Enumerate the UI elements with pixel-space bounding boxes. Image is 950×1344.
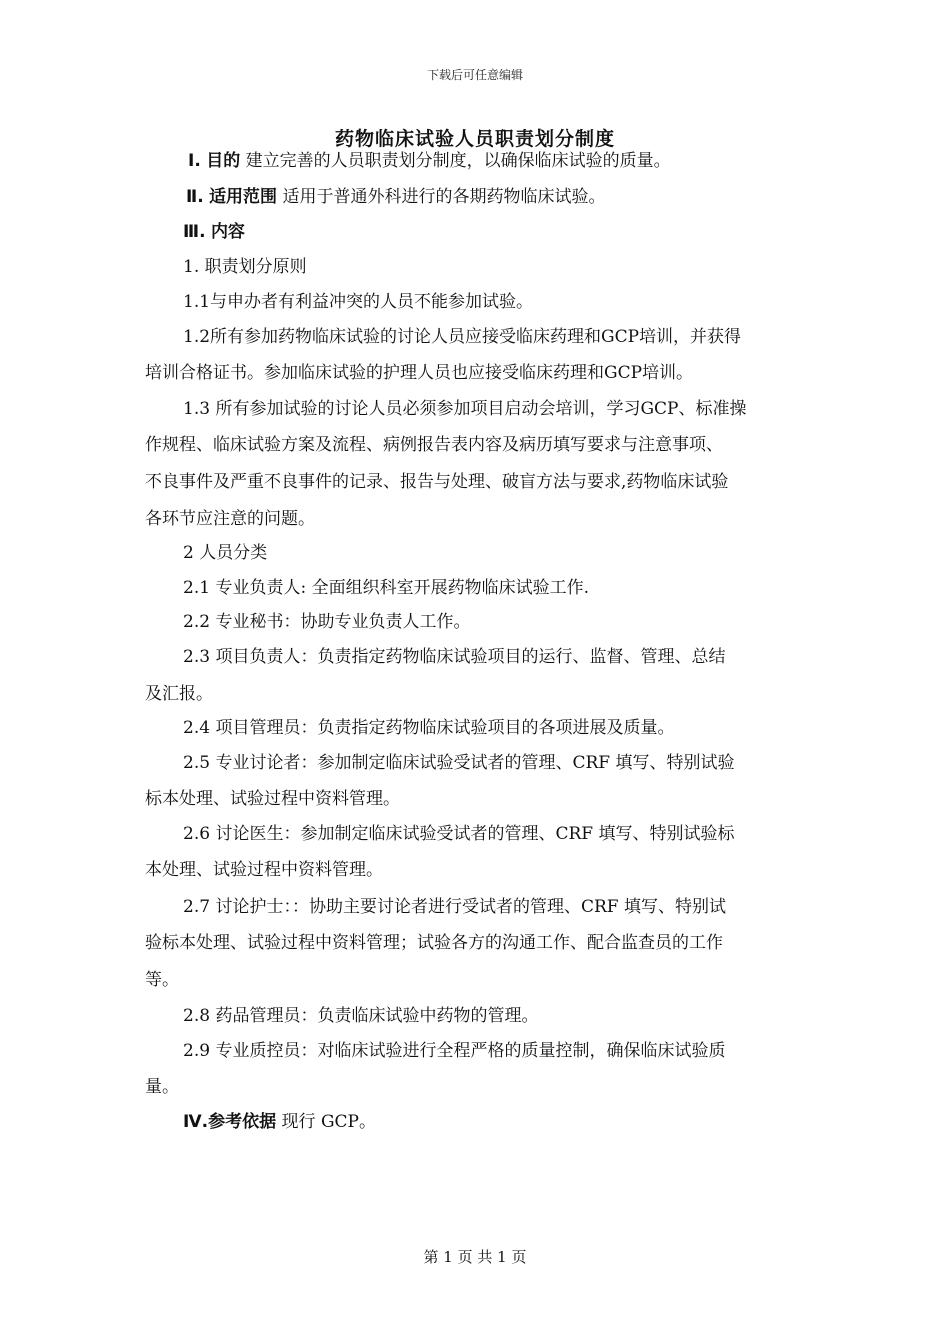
paragraph-line: 作规程、临床试验方案及流程、病例报告表内容及病历填写要求与注意事项、: [145, 435, 723, 455]
paragraph-line: 2 人员分类: [183, 543, 268, 563]
section-number: Ⅳ.: [183, 1112, 209, 1132]
paragraph-line: 2.9 专业质控员：对临床试验进行全程严格的质量控制，确保临床试验质: [183, 1041, 726, 1061]
paragraph-line: 1.3 所有参加试验的讨论人员必须参加项目启动会培训，学习GCP、标准操: [183, 399, 747, 419]
paragraph-line: 2.6 讨论医生：参加制定临床试验受试者的管理、CRF 填写、特别试验标: [183, 824, 735, 844]
paragraph-line: 标本处理、试验过程中资料管理。: [145, 789, 400, 809]
paragraph-line: 各环节应注意的问题。: [145, 509, 315, 529]
section-text: 适用于普通外科进行的各期药物临床试验。: [282, 187, 606, 207]
paragraph-line: 本处理、试验过程中资料管理。: [145, 860, 383, 880]
section-number: Ⅱ.: [186, 187, 204, 207]
paragraph-line: 2.4 项目管理员：负责指定药物临床试验项目的各项进展及质量。: [183, 718, 675, 738]
paragraph-line: 2.1 专业负责人: 全面组织科室开展药物临床试验工作.: [183, 578, 589, 598]
paragraph-line: 2.5 专业讨论者：参加制定临床试验受试者的管理、CRF 填写、特别试验: [183, 753, 735, 773]
paragraph-line: 及汇报。: [145, 684, 213, 704]
section-purpose: [188, 150, 671, 172]
paragraph-line: 2.2 专业秘书：协助专业负责人工作。: [183, 612, 471, 632]
section-heading: 目的: [206, 151, 241, 171]
paragraph-line: 2.7 讨论护士：：协助主要讨论者进行受试者的管理、CRF 填写、特别试: [183, 897, 726, 917]
paragraph-line: 1.2所有参加药物临床试验的讨论人员应接受临床药理和GCP培训，并获得: [183, 327, 742, 347]
section-text: 现行 GCP。: [281, 1112, 376, 1132]
section-number: Ⅲ.: [183, 222, 206, 242]
page-footer: 第 1 页 共 1 页: [423, 1248, 527, 1266]
section-heading: 适用范围: [209, 187, 278, 207]
paragraph-line: 培训合格证书。参加临床试验的护理人员也应接受临床药理和GCP培训。: [145, 363, 694, 383]
header-note: 下载后可任意编辑: [426, 68, 523, 82]
section-number: Ⅰ.: [188, 151, 201, 171]
paragraph-line: 2.8 药品管理员：负责临床试验中药物的管理。: [183, 1006, 539, 1026]
paragraph-line: 量。: [145, 1077, 179, 1097]
section-content: [183, 221, 245, 243]
section-text: 建立完善的人员职责划分制度，以确保临床试验的质量。: [245, 151, 671, 171]
paragraph-line: 等。: [145, 970, 179, 990]
paragraph-line: 1.1与申办者有利益冲突的人员不能参加试验。: [183, 292, 534, 312]
paragraph-line: 2.3 项目负责人：负责指定药物临床试验项目的运行、监督、管理、总结: [183, 647, 726, 667]
paragraph-line: 不良事件及严重不良事件的记录、报告与处理、破盲方法与要求,药物临床试验: [145, 472, 729, 492]
document-title: 药物临床试验人员职责划分制度: [334, 128, 615, 150]
section-reference: [183, 1111, 376, 1133]
paragraph-line: 1. 职责划分原则: [183, 257, 307, 277]
section-scope: [186, 186, 605, 208]
section-heading: 内容: [210, 222, 245, 242]
section-heading: 参考依据: [208, 1112, 277, 1132]
paragraph-line: 验标本处理、试验过程中资料管理；试验各方的沟通工作、配合监查员的工作: [145, 933, 723, 953]
